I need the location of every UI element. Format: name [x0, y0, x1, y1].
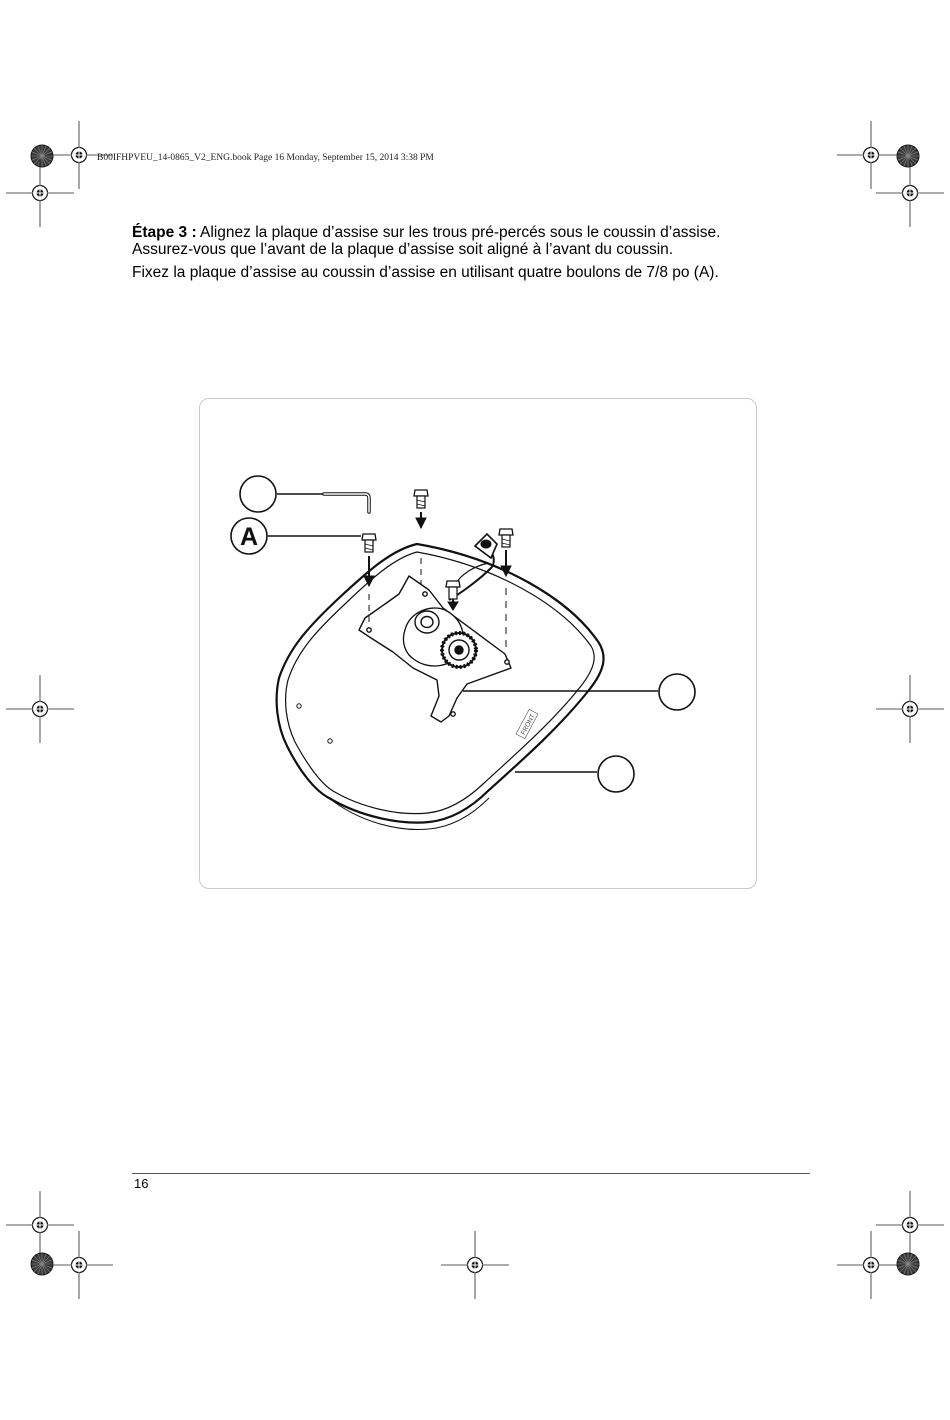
step-paragraph: [132, 224, 720, 258]
front-marking: [516, 709, 538, 738]
side-mark-left: [6, 675, 74, 743]
callout-a-label: A: [239, 523, 259, 551]
front-marking-text: FRONT: [519, 713, 537, 737]
print-slug: B00IFHPVEU_14-0865_V2_ENG.book Page 16 Monday, September 15, 2014 3:38 PM: [97, 153, 434, 163]
callout-seat-cushion: [515, 756, 634, 792]
footer-rule: [132, 1173, 810, 1174]
step-line-3: Fixez la plaque d’assise au coussin d’assise en utilisant quatre boulons de 7/8 po (A).: [132, 264, 719, 281]
bottom-center-mark: [441, 1231, 509, 1299]
bolt-1: [362, 534, 376, 624]
callout-seat-plate: [463, 674, 695, 710]
corner-mark-bottom-left: [6, 1191, 113, 1299]
hex-key: [324, 494, 369, 512]
assembly-illustration: [199, 398, 757, 889]
corner-mark-top-left: [6, 121, 113, 227]
callout-hex-key: [240, 476, 323, 512]
side-mark-right: [876, 675, 944, 743]
step-line-2: Assurez-vous que l’avant de la plaque d’assise soit aligné à l’avant du coussin.: [132, 241, 674, 258]
callout-bolt-a: [231, 518, 361, 554]
page-number: 16: [134, 1176, 149, 1191]
corner-mark-top-right: [837, 121, 944, 227]
corner-mark-bottom-right: [837, 1191, 944, 1299]
step-label: Étape 3 :: [132, 224, 197, 241]
seat-plate: [359, 563, 511, 722]
bolt-3: [499, 529, 513, 648]
bolt-2: [414, 490, 428, 584]
step-line-1: Alignez la plaque d’assise sur les trous pré-percés sous le coussin d’assise.: [196, 224, 721, 241]
